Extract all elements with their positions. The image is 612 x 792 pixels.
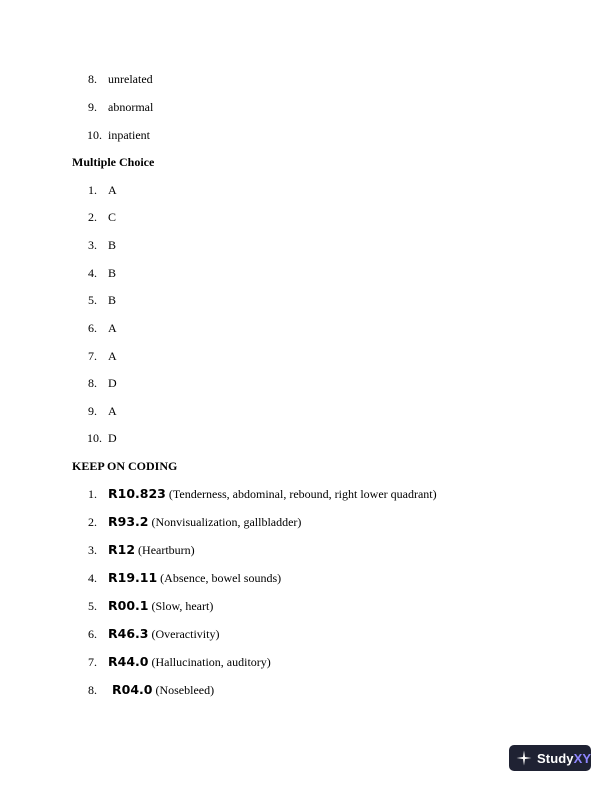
- item-number: 5.: [88, 599, 97, 613]
- answer-letter: C: [108, 210, 117, 224]
- item-number: 9.: [88, 404, 97, 418]
- item-number: 3.: [88, 543, 97, 557]
- item-number: 1.: [88, 487, 97, 501]
- icd-code: R93.2: [108, 514, 149, 529]
- icd-code: R44.0: [108, 654, 149, 669]
- item-number: 2.: [88, 515, 97, 529]
- icd-code: R12: [108, 542, 136, 557]
- brand-name: [537, 751, 591, 766]
- code-description: (Nosebleed): [155, 683, 215, 697]
- icd-code: R04.0: [112, 682, 153, 697]
- item-number: 8.: [88, 72, 97, 86]
- answer-letter: A: [108, 183, 117, 197]
- item-number: 10.: [87, 431, 102, 445]
- item-number: 3.: [88, 238, 97, 252]
- item-number: 7.: [88, 349, 97, 363]
- code-description: (Slow, heart): [151, 599, 214, 613]
- item-number: 9.: [88, 100, 97, 114]
- brand-name-main: Study: [537, 750, 574, 766]
- code-line: [108, 542, 195, 558]
- item-number: 6.: [88, 627, 97, 641]
- answer-letter: B: [108, 238, 117, 252]
- answer-letter: A: [108, 349, 117, 363]
- item-number: 1.: [88, 183, 97, 197]
- item-text: abnormal: [108, 100, 154, 114]
- studyxy-watermark-badge: [509, 745, 591, 771]
- item-number: 4.: [88, 266, 97, 280]
- item-number: 4.: [88, 571, 97, 585]
- item-number: 8.: [88, 376, 97, 390]
- answer-letter: A: [108, 404, 117, 418]
- item-number: 7.: [88, 655, 97, 669]
- item-text: unrelated: [108, 72, 153, 86]
- code-line: [108, 486, 437, 502]
- icd-code: R46.3: [108, 626, 149, 641]
- section-heading-multiple-choice: Multiple Choice: [72, 155, 155, 169]
- code-description: (Absence, bowel sounds): [160, 571, 282, 585]
- item-number: 6.: [88, 321, 97, 335]
- item-number: 5.: [88, 293, 97, 307]
- code-description: (Tenderness, abdominal, rebound, right lower quadrant): [168, 487, 437, 501]
- item-number: 8.: [88, 683, 97, 697]
- code-description: (Hallucination, auditory): [151, 655, 271, 669]
- code-description: (Overactivity): [151, 627, 220, 641]
- sparkle-plus-icon: [516, 750, 532, 766]
- brand-name-accent: XY: [573, 750, 592, 766]
- answer-letter: D: [108, 376, 117, 390]
- answer-letter: B: [108, 266, 117, 280]
- code-line: [108, 682, 214, 698]
- code-description: (Nonvisualization, gallbladder): [151, 515, 302, 529]
- code-line: [108, 654, 271, 670]
- code-line: [108, 598, 213, 614]
- item-number: 10.: [87, 128, 102, 142]
- answer-letter: A: [108, 321, 117, 335]
- answer-letter: D: [108, 431, 117, 445]
- item-number: 2.: [88, 210, 97, 224]
- code-line: [108, 570, 281, 586]
- icd-code: R10.823: [108, 486, 166, 501]
- code-line: [108, 514, 301, 530]
- code-description: (Heartburn): [138, 543, 195, 557]
- section-heading-keep-on-coding: KEEP ON CODING: [72, 459, 178, 473]
- code-line: [108, 626, 219, 642]
- icd-code: R19.11: [108, 570, 158, 585]
- item-text: inpatient: [108, 128, 150, 142]
- icd-code: R00.1: [108, 598, 149, 613]
- answer-letter: B: [108, 293, 117, 307]
